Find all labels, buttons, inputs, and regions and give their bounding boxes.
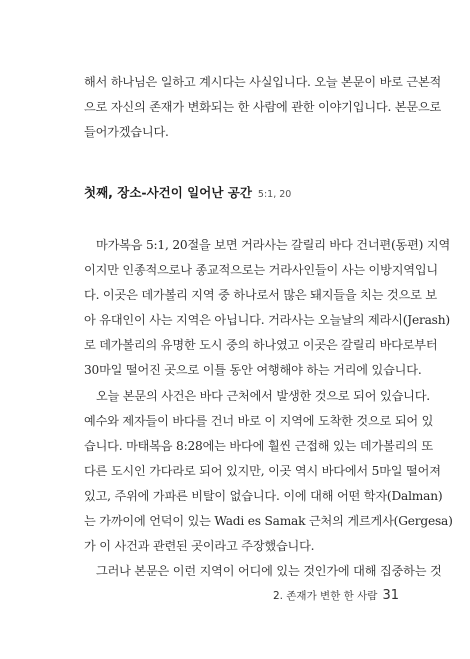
page-number: 31 — [382, 588, 399, 603]
intro-line: 해서 하나님은 일하고 계시다는 사실입니다. 오늘 본문이 바로 근본적 — [84, 75, 442, 89]
body-line: 30마일 떨어진 곳으로 이틀 동안 여행해야 하는 거리에 있습니다. — [84, 363, 422, 377]
body-line: 습니다. 마태복음 8:28에는 바다에 훨씬 근접해 있는 데가볼리의 또 — [84, 439, 433, 453]
section-reference: 5:1, 20 — [257, 189, 292, 200]
intro-line: 으로 자신의 존재가 변화되는 한 사람에 관한 이야기입니다. 본문으로 — [84, 100, 442, 114]
section-heading-text: 첫째, 장소-사건이 일어난 공간 — [84, 185, 252, 200]
page-footer — [273, 584, 399, 603]
body-line: 예수와 제자들이 바다를 건너 바로 이 지역에 도착한 것으로 되어 있 — [84, 414, 434, 428]
body-line: 는 가까이에 언덕이 있는 Wadi es Samak 근처의 게르게사(Gergesa) — [84, 514, 453, 528]
running-head: 2. 존재가 변한 한 사람 — [272, 590, 378, 602]
body-line: 다른 도시인 가다라로 되어 있지만, 이곳 역시 바다에서 5마일 떨어져 — [84, 464, 441, 478]
body-line: 그러나 본문은 이런 지역이 어디에 있는 것인가에 대해 집중하는 것 — [96, 564, 442, 578]
section-heading — [84, 183, 291, 201]
body-line: 다. 이곳은 데가볼리 지역 중 하나로서 많은 돼지들을 치는 것으로 보 — [84, 288, 437, 302]
body-line: 로 데가볼리의 유명한 도시 중의 하나였고 이곳은 갈릴리 바다로부터 — [84, 338, 438, 352]
body-line: 아 유대인이 사는 지역은 아닙니다. 거라사는 오늘날의 제라시(Jerash) — [84, 313, 450, 327]
body-line: 가 이 사건과 관련된 곳이라고 주장했습니다. — [84, 539, 315, 553]
body-line: 오늘 본문의 사건은 바다 근처에서 발생한 것으로 되어 있습니다. — [96, 389, 430, 403]
body-line: 있고, 주위에 가파른 비탈이 없습니다. 이에 대해 어떤 학자(Dalman) — [84, 489, 443, 503]
body-line: 마가복음 5:1, 20절을 보면 거라사는 갈릴리 바다 건너편(동편) 지역 — [96, 238, 451, 252]
intro-line: 들어가겠습니다. — [84, 125, 169, 139]
body-line: 이지만 인종적으로나 종교적으로는 거라사인들이 사는 이방지역입니 — [84, 263, 438, 277]
